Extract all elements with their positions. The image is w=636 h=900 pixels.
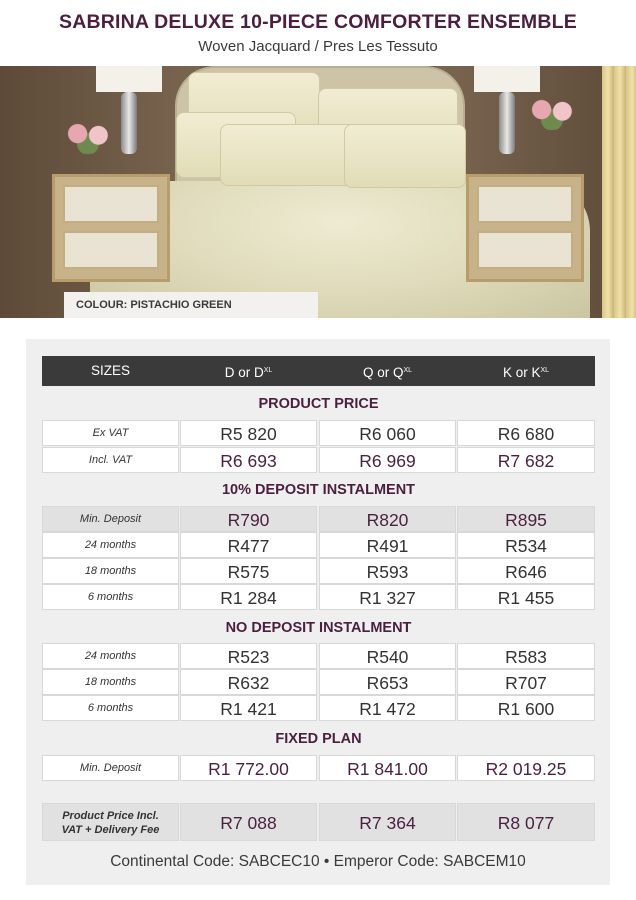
page-title: SABRINA DELUXE 10-PIECE COMFORTER ENSEMBLE <box>59 11 577 33</box>
nightstand-right <box>466 174 584 282</box>
product-photo <box>0 66 636 318</box>
drawer <box>63 185 159 223</box>
table-row <box>42 447 595 473</box>
lamp-shade-left <box>96 66 162 92</box>
lamp-shade-right <box>474 66 540 92</box>
drawer <box>477 185 573 223</box>
page-subtitle: Woven Jacquard / Pres Les Tessuto <box>198 38 438 55</box>
price-cell: R7 088 <box>180 803 317 841</box>
table-row <box>42 420 595 446</box>
price-cell: R632 <box>180 669 317 695</box>
pillow <box>220 124 362 186</box>
pillow <box>344 124 466 188</box>
price-cell: R1 600 <box>457 695 595 721</box>
price-cell: R491 <box>319 532 456 558</box>
emperor-label: Emperor Code: <box>333 853 444 870</box>
colour-label: COLOUR: PISTACHIO GREEN <box>64 292 318 318</box>
price-cell: R820 <box>319 506 456 532</box>
price-cell: R540 <box>319 643 456 669</box>
row-label: Incl. VAT <box>42 447 179 473</box>
row-label: 24 months <box>42 643 179 669</box>
section-heading-no-deposit-instalment: NO DEPOSIT INSTALMENT <box>225 620 412 636</box>
price-cell: R1 841.00 <box>319 755 456 781</box>
separator: • <box>319 853 334 870</box>
price-cell: R575 <box>180 558 317 584</box>
price-cell: R7 364 <box>319 803 456 841</box>
size-header-queen: Q or $Q^{XL}$ <box>362 365 413 380</box>
nightstand-left <box>52 174 170 282</box>
size-header-double: D or $D^{XL}$ <box>224 365 273 380</box>
continental-code: SABCEC10 <box>238 853 320 870</box>
row-label-delivery <box>42 803 179 841</box>
row-label-line: Product Price Incl. <box>62 810 159 822</box>
price-cell: R6 969 <box>319 447 456 473</box>
price-cell: R1 421 <box>180 695 317 721</box>
drawer <box>63 231 159 269</box>
page-header <box>0 0 636 66</box>
row-label: 6 months <box>42 584 179 610</box>
table-row <box>42 584 595 610</box>
table-row <box>42 558 595 584</box>
table-row <box>42 669 595 695</box>
price-cell: R646 <box>457 558 595 584</box>
row-label-line: VAT + Delivery Fee <box>61 824 160 836</box>
table-row <box>42 695 595 721</box>
section-heading-product-price: PRODUCT PRICE <box>258 396 379 412</box>
price-cell: R653 <box>319 669 456 695</box>
price-cell: R6 680 <box>457 420 595 446</box>
size-header-king: K or $K^{XL}$ <box>502 365 550 380</box>
flowers-left-icon <box>62 120 114 154</box>
price-cell: R593 <box>319 558 456 584</box>
price-cell: R7 682 <box>457 447 595 473</box>
curtain <box>602 66 636 318</box>
price-cell: R1 772.00 <box>180 755 317 781</box>
emperor-code: SABCEM10 <box>443 853 526 870</box>
row-label: 18 months <box>42 669 179 695</box>
price-cell: R1 284 <box>180 584 317 610</box>
price-cell: R1 327 <box>319 584 456 610</box>
price-cell: R895 <box>457 506 595 532</box>
price-cell: R583 <box>457 643 595 669</box>
price-cell: R6 060 <box>319 420 456 446</box>
sizes-header: SIZES <box>90 363 130 378</box>
table-row <box>42 755 595 781</box>
section-heading-fixed-plan: FIXED PLAN <box>275 731 362 747</box>
section-heading-deposit-instalment: 10% DEPOSIT INSTALMENT <box>221 482 416 498</box>
continental-label: Continental Code: <box>110 853 239 870</box>
price-cell: R1 455 <box>457 584 595 610</box>
price-cell: R1 472 <box>319 695 456 721</box>
table-row <box>42 532 595 558</box>
price-cell: R790 <box>180 506 317 532</box>
table-row <box>42 506 595 532</box>
price-cell: R6 693 <box>180 447 317 473</box>
price-cell: R5 820 <box>180 420 317 446</box>
row-label: 24 months <box>42 532 179 558</box>
price-cell: R2 019.25 <box>457 755 595 781</box>
price-cell: R707 <box>457 669 595 695</box>
row-label: Min. Deposit <box>42 506 179 532</box>
price-cell: R523 <box>180 643 317 669</box>
price-cell: R8 077 <box>457 803 595 841</box>
row-label: 6 months <box>42 695 179 721</box>
row-label: 18 months <box>42 558 179 584</box>
flowers-right-icon <box>526 96 578 130</box>
price-cell: R477 <box>180 532 317 558</box>
lamp-base-left <box>121 92 137 154</box>
row-label: Min. Deposit <box>42 755 179 781</box>
table-row-delivery <box>42 803 595 841</box>
table-header <box>42 356 595 386</box>
drawer <box>477 231 573 269</box>
table-row <box>42 643 595 669</box>
lamp-base-right <box>499 92 515 154</box>
product-codes <box>26 853 610 871</box>
row-label: Ex VAT <box>42 420 179 446</box>
price-cell: R534 <box>457 532 595 558</box>
